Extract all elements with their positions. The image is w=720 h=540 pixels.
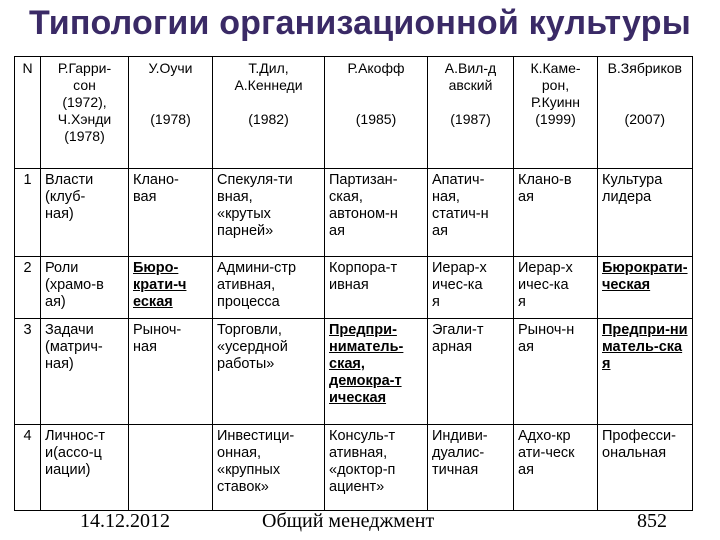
table-cell: Клано-в ая — [514, 169, 598, 257]
table-cell: Професси- ональная — [598, 425, 693, 511]
table-row — [15, 169, 693, 257]
table-cell: Задачи (матрич- ная) — [41, 319, 129, 425]
slide-title: Типологии организационной культуры — [29, 4, 691, 42]
table-cell-highlighted: Предпри- ниматель- ская, демокра-т ическая — [325, 319, 428, 425]
header-row — [15, 57, 693, 169]
table-cell: Админи-стр ативная, процесса — [213, 257, 325, 319]
table-cell: Культура лидера — [598, 169, 693, 257]
footer-date: 14.12.2012 — [80, 510, 170, 532]
row-number: 4 — [15, 425, 41, 511]
table-cell — [129, 425, 213, 511]
table-cell: Личнос-т и(ассо-ц иации) — [41, 425, 129, 511]
footer-page-number: 852 — [637, 510, 667, 532]
header-cameron-quinn: К.Каме- рон, Р.Куинн (1999) — [514, 57, 598, 169]
table-cell-highlighted: Предпри-ни матель-ска я — [598, 319, 693, 425]
table-row — [15, 257, 693, 319]
table-cell: Эгали-т арная — [428, 319, 514, 425]
table-cell: Роли (храмо-в ая) — [41, 257, 129, 319]
table-cell: Партизан- ская, автоном-н ая — [325, 169, 428, 257]
header-wildavsky: А.Вил-д авский (1987) — [428, 57, 514, 169]
table-row — [15, 425, 693, 511]
table-cell-highlighted: Бюрократи- ческая — [598, 257, 693, 319]
table-cell: Иерар-х ичес-ка я — [428, 257, 514, 319]
table-cell: Торговли, «усердной работы» — [213, 319, 325, 425]
table-cell: Инвестици- онная, «крупных ставок» — [213, 425, 325, 511]
header-zyabrikov: В.Зябриков (2007) — [598, 57, 693, 169]
table-cell-highlighted: Бюро- крати-ч еская — [129, 257, 213, 319]
footer-course: Общий менеджмент — [262, 510, 435, 532]
table-cell: Рыноч- ная — [129, 319, 213, 425]
row-number: 2 — [15, 257, 41, 319]
table-cell: Консуль-т ативная, «доктор-п ациент» — [325, 425, 428, 511]
header-ackoff: Р.Акофф (1985) — [325, 57, 428, 169]
header-harrison-handy: Р.Гарри- сон (1972), Ч.Хэнди (1978) — [41, 57, 129, 169]
header-deal-kennedy: Т.Дил, А.Кеннеди (1982) — [213, 57, 325, 169]
table-cell: Клано- вая — [129, 169, 213, 257]
table-cell: Индиви- дуалис- тичная — [428, 425, 514, 511]
table-cell: Корпора-т ивная — [325, 257, 428, 319]
table-cell: Власти (клуб- ная) — [41, 169, 129, 257]
table-cell: Иерар-х ичес-ка я — [514, 257, 598, 319]
header-ouchi: У.Оучи (1978) — [129, 57, 213, 169]
table-cell: Апатич- ная, статич-н ая — [428, 169, 514, 257]
table-cell: Спекуля-ти вная, «крутых парней» — [213, 169, 325, 257]
culture-typology-table — [14, 56, 693, 511]
table-cell: Адхо-кр ати-ческ ая — [514, 425, 598, 511]
row-number: 3 — [15, 319, 41, 425]
row-number: 1 — [15, 169, 41, 257]
table-row — [15, 319, 693, 425]
header-number: N — [15, 57, 41, 169]
table-cell: Рыноч-н ая — [514, 319, 598, 425]
